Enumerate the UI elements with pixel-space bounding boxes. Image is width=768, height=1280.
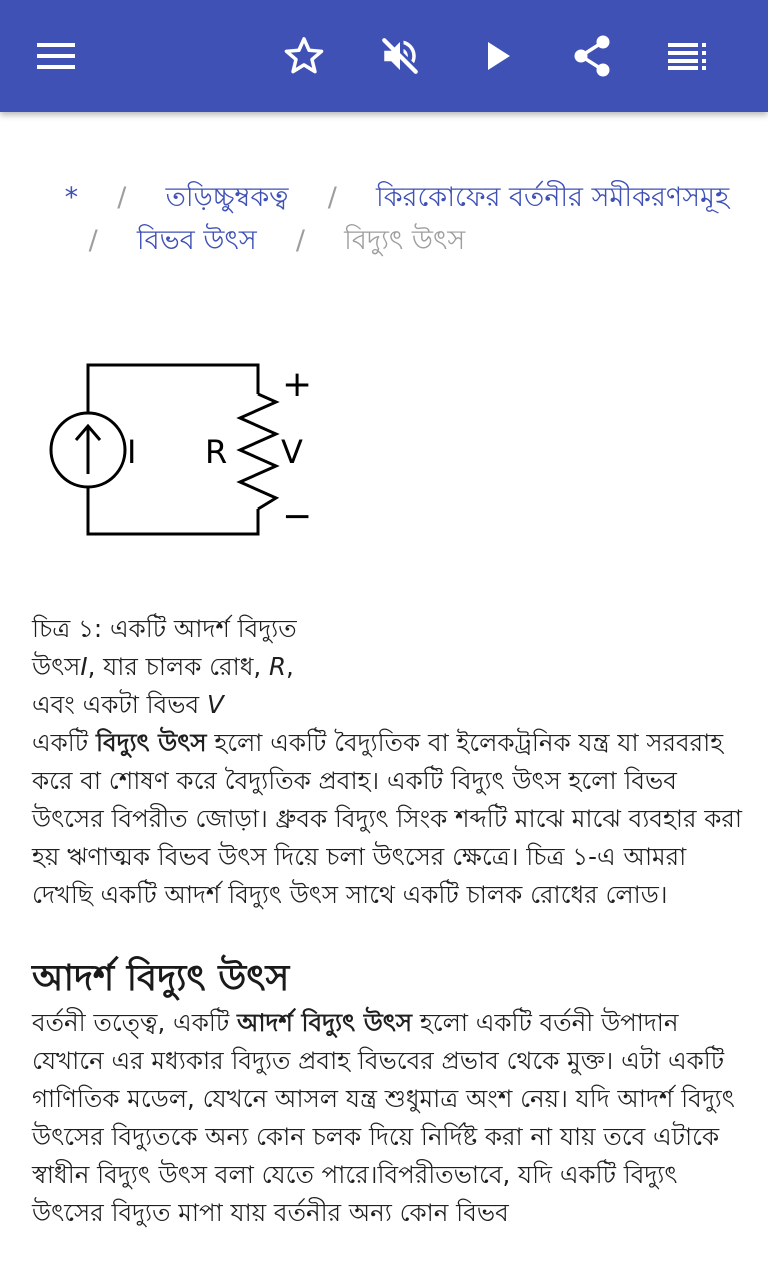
circuit-diagram bbox=[40, 352, 330, 552]
label-plus: + bbox=[282, 364, 313, 405]
paragraph-bold-term: আদর্শ বিদ্যুৎ উৎস bbox=[236, 1008, 413, 1037]
label-voltage: V bbox=[281, 433, 303, 471]
play-icon bbox=[484, 40, 512, 72]
share-button[interactable] bbox=[564, 28, 620, 84]
paragraph-text: বর্তনী তত্ত্বে, একটি bbox=[32, 1008, 237, 1037]
breadcrumb-separator: / bbox=[117, 182, 127, 213]
breadcrumb-separator: / bbox=[327, 182, 337, 213]
resistor-symbol bbox=[240, 394, 276, 509]
breadcrumb-link-kirchhoff[interactable]: কিরকোফের বর্তনীর সমীকরণসমূহ bbox=[375, 182, 730, 213]
play-button[interactable] bbox=[470, 28, 526, 84]
volume-off-icon bbox=[379, 35, 421, 77]
breadcrumb-current: বিদ্যুৎ উৎস bbox=[344, 225, 466, 256]
circuit-wire-bottom bbox=[88, 487, 258, 534]
circuit-wire-top bbox=[88, 365, 258, 412]
paragraph-text: হলো একটি বৈদ্যুতিক বা ইলেকট্রনিক যন্ত্র যা সরবরাহ করে বা শোষণ করে বৈদ্যুতিক প্রবাহ। একটি বিদ্যুৎ উৎস হলো বিভব উৎসের বিপরীত জোড়া। ধ্রুবক বিদ্যুৎ সিংক শব্দটি মাঝে মাঝে ব্যবহার করা হয় ঋণাত্মক বিভব উৎস দিয়ে চলা উৎসের ক্ষেত্রে। চিত্র ১-এ আমরা দেখছি একটি আদর্শ বিদ্যুৎ উৎস সাথে একটি চালক রোধের লোড। bbox=[32, 728, 743, 909]
paragraph-text: একটি bbox=[32, 728, 96, 757]
caption-text: , যার চালক রোধ, bbox=[87, 652, 270, 681]
caption-text: এবং একটা বিভব bbox=[32, 690, 207, 719]
caption-text: উৎস bbox=[32, 652, 81, 681]
figure-caption bbox=[32, 610, 332, 724]
section-paragraph bbox=[32, 1004, 742, 1232]
menu-icon bbox=[37, 41, 75, 71]
breadcrumb-link-voltage-source[interactable]: বিভব উৎস bbox=[136, 225, 257, 256]
mute-button[interactable] bbox=[372, 28, 428, 84]
star-icon bbox=[283, 36, 325, 76]
caption-variable: R bbox=[269, 652, 287, 681]
breadcrumb bbox=[32, 176, 736, 262]
intro-paragraph bbox=[32, 724, 742, 914]
caption-text: , bbox=[286, 652, 294, 681]
favorite-button[interactable] bbox=[276, 28, 332, 84]
paragraph-bold-term: বিদ্যুৎ উৎস bbox=[95, 728, 207, 757]
label-minus: − bbox=[282, 496, 313, 537]
app-toolbar bbox=[0, 0, 768, 112]
paragraph-text: হলো একটি বর্তনী উপাদান যেখানে এর মধ্যকার বিদ্যুত প্রবাহ বিভবের প্রভাব থেকে মুক্ত। এটা একটি গাণিতিক মডেল, যেখনে আসল যন্ত্র শুধুমাত্র অংশ নেয়। যদি আদর্শ বিদ্যুৎ উৎসের বিদ্যুতকে অন্য কোন চলক দিয়ে নির্দিষ্ট করা না যায় তবে এটাকে স্বাধীন বিদ্যুৎ উৎস বলা যেতে পারে।বিপরীতভাবে, যদি একটি বিদ্যুৎ উৎসের বিদ্যুত মাপা যায় বর্তনীর অন্য কোন বিভব bbox=[32, 1008, 735, 1227]
caption-variable: I bbox=[80, 652, 88, 681]
playlist-icon bbox=[668, 42, 708, 70]
breadcrumb-link-electromagnetism[interactable]: তড়িচ্চুম্বকত্ব bbox=[165, 182, 289, 213]
article-body bbox=[32, 610, 742, 1232]
menu-button[interactable] bbox=[28, 28, 84, 84]
label-resistance: R bbox=[205, 433, 228, 471]
caption-line: চিত্র ১: একটি আদর্শ বিদ্যুত bbox=[32, 614, 297, 643]
breadcrumb-root-link[interactable]: * bbox=[64, 182, 79, 213]
section-heading: আদর্শ বিদ্যুৎ উৎস bbox=[32, 958, 290, 999]
contents-button[interactable] bbox=[660, 28, 716, 84]
caption-variable: V bbox=[206, 690, 224, 719]
breadcrumb-separator: / bbox=[88, 225, 98, 256]
breadcrumb-separator: / bbox=[295, 225, 305, 256]
label-current: I bbox=[127, 433, 137, 471]
share-icon bbox=[572, 35, 612, 77]
